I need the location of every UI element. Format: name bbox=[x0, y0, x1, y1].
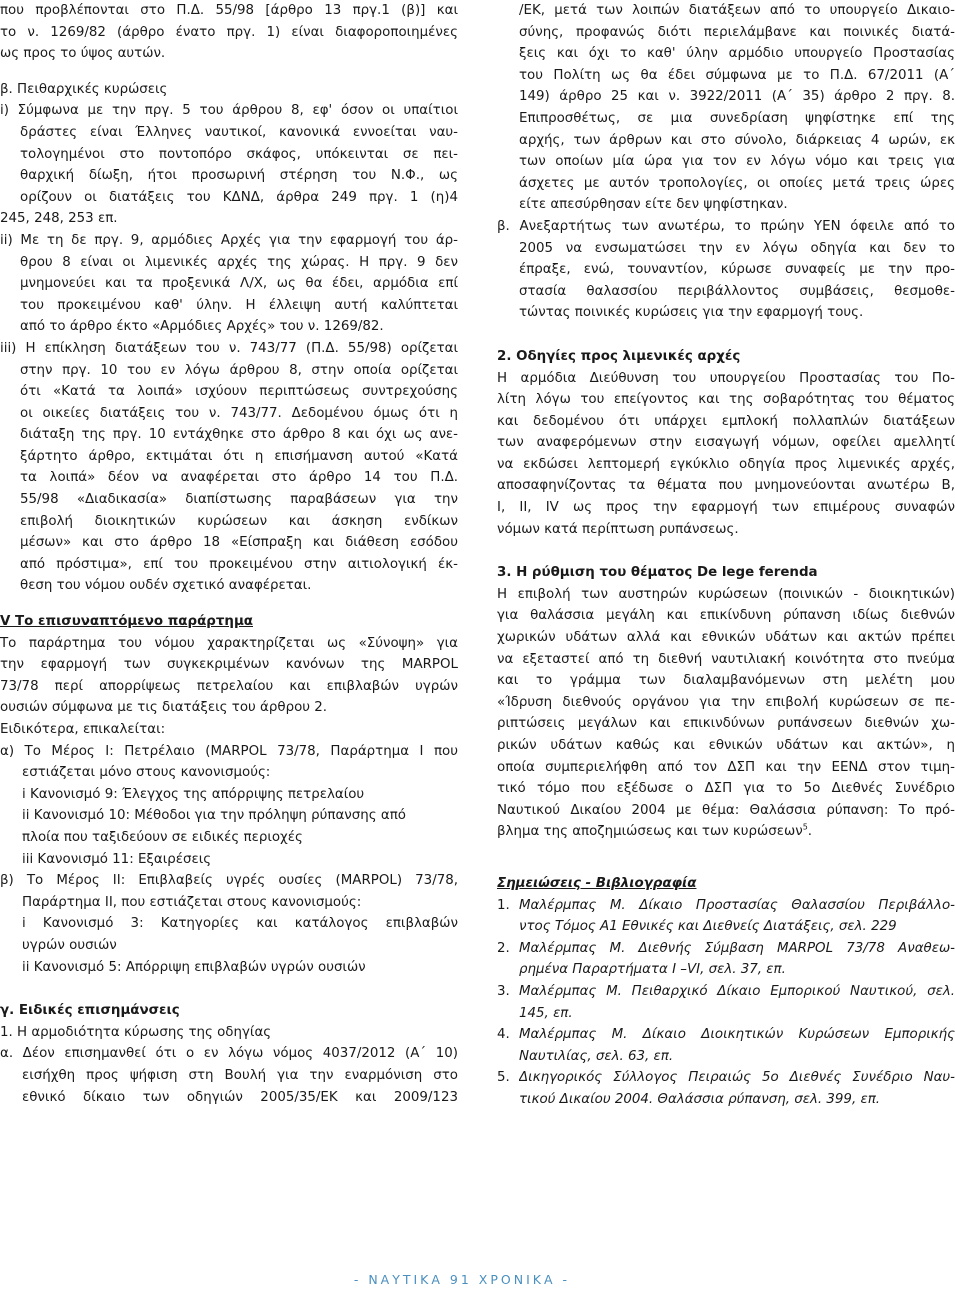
text-line: σύνης, προφανώς διότι περιελάμβανε και ποινικές διατά- bbox=[519, 24, 955, 40]
annex-b-item: i Κανονισμό 3: Κατηγορίες και κατάλογος επιβλαβών bbox=[22, 916, 458, 932]
text-line: 55/98 «Διαδικασία» διαπίστωσης παραβάσεων για την bbox=[20, 492, 458, 508]
notes-title: Σημειώσεις - Βιβλιογραφία bbox=[497, 875, 697, 891]
text-fragment: βλημα της αποζημιώσεως και των κυρώσεων bbox=[497, 824, 803, 840]
text-line: λίτη λόγω του επείγοντος και της σοβαρότητας του θέματος bbox=[497, 392, 955, 408]
text-line: άσχετες με αυτόν τροπολογίες, οι οποίες μετά τρεις ώρες bbox=[519, 175, 955, 191]
text-line: τικό τόμο που εξέδωσε ο ΔΣΠ για το 5ο Διεθνές Συνέδριο bbox=[497, 781, 955, 797]
section-g-subheading: 1. Η αρμοδιότητα κύρωσης της οδηγίας bbox=[0, 1024, 272, 1040]
note-text: τικού Δικαίου 2004. Θαλάσσια ρύπανση, σελ. 399, επ. bbox=[519, 1091, 881, 1107]
text-line: για θαλάσσια μεγάλη και επικίνδυνη ρύπανση ιδίως διεθνών bbox=[497, 608, 955, 624]
text-line: επιβολή διοικητικών κυρώσεων και άσκηση ενδίκων bbox=[20, 513, 458, 529]
text-line: το ν. 1269/82 (άρθρο ένατο πργ. 1) είναι διαφοροποιημένες bbox=[0, 24, 458, 40]
text-line: ξεις και όχι το καθ' ύλην αρμόδιο υπουργείο Προστασίας bbox=[519, 46, 955, 62]
section-2-heading: 2. Οδηγίες προς λιμενικές αρχές bbox=[497, 348, 741, 364]
text-line: i) Σύμφωνα με την πργ. 5 του άρθρου 8, εφ' όσον οι υπαίτιοι bbox=[0, 103, 458, 119]
note-item bbox=[497, 895, 955, 938]
text-line: θαρχική δίωξη, ήτοι προσωρινή στέρηση του Ν.Φ., ως bbox=[20, 168, 458, 184]
text-line: διάταξη της πργ. 10 εντάχθηκε στο άρθρο 8 και όχι ως ανε- bbox=[20, 427, 458, 443]
text-line: ορίζουν οι διατάξεις του ΚΔΝΔ, άρθρα 249 πργ. 1 (η)4 bbox=[20, 189, 458, 205]
text-line: β. Ανεξαρτήτως των ανωτέρω, το πρώην ΥΕΝ όφειλε από το bbox=[497, 218, 955, 234]
note-text: Μαλέρμπας Μ. Δίκαιο Διοικητικών Κυρώσεων Εμπορικής bbox=[519, 1027, 955, 1043]
annex-b-line: β) Το Μέρος ΙΙ: Επιβλαβείς υγρές ουσίες (MARPOL) 73/78, bbox=[0, 873, 458, 889]
text-line: δράστες είναι Έλληνες ναυτικοί, κανονικά εννοείται ναυ- bbox=[20, 124, 458, 140]
text-line: οποία συμπεριελήφθη από τον ΔΣΠ και την ΕΕΝΔ στον τιμη- bbox=[497, 759, 955, 775]
note-number: 2. bbox=[497, 940, 510, 956]
text-line: τολογημένοι στο ποντοπόρο σκάφος, υπόκεινται σε πει- bbox=[20, 146, 458, 162]
left-column bbox=[0, 0, 458, 1108]
text-line: στασία θαλασσίου περιβάλλοντος συμβάσεις, θεσμοθε- bbox=[519, 283, 955, 299]
note-text: Μαλέρμπας Μ. Δίκαιο Προστασίας Θαλασσίου Περιβάλλο- bbox=[519, 897, 955, 913]
text-line: εθνικό δίκαιο των οδηγιών 2005/35/ΕΚ και 2009/123 bbox=[22, 1089, 458, 1105]
text-line: που προβλέπονται στο Π.Δ. 55/98 [άρθρο 13 πργ.1 (β)] και bbox=[0, 3, 458, 18]
text-line: εισήχθη προς ψήφιση στη Βουλή για την εναρμόνιση στο bbox=[22, 1067, 458, 1083]
note-item bbox=[497, 981, 955, 1024]
continuation-paragraph bbox=[497, 0, 955, 216]
text-line: Επιπροσθέτως, σε μια συνεδρίαση ψηφίστηκε επί της bbox=[519, 110, 955, 126]
section-v-body bbox=[0, 633, 458, 979]
text-line: Ναυτικού Δικαίου 2004 με θέμα: Θαλάσσια ρύπανση: Το πρό- bbox=[497, 802, 955, 818]
note-text: Δικηγορικός Σύλλογος Πειραιώς 5ο Διεθνές Συνέδριο Ναυ- bbox=[519, 1070, 955, 1086]
text-line: από πρόστιμα», επί του προκειμένου στην αιτιολογική έκ- bbox=[20, 556, 458, 572]
note-text: 145, επ. bbox=[519, 1005, 573, 1021]
annex-a-item: ii Κανονισμό 10: Μέθοδοι για την πρόληψη ρύπανσης από bbox=[22, 808, 406, 824]
text-line: αρχής, των άρθρων και στο σύνολο, διάρκειας 4 ωρών, εκ bbox=[519, 132, 955, 148]
text-line: νόμων κατά περίπτωση ρυπάνσεως. bbox=[497, 521, 739, 537]
text-line: Ι, ΙΙ, ΙV ως προς την εφαρμογή των επιμέρους συναφών bbox=[497, 500, 955, 516]
note-text: ρημένα Παραρτήματα Ι –VI, σελ. 37, επ. bbox=[519, 962, 786, 978]
text-line: ριπτώσεις μεγάλων και επικινδύνων ρυπάνσεων διεθνών χω- bbox=[497, 716, 955, 732]
section-3-body bbox=[497, 584, 955, 843]
text-line: Η επιβολή των αυστηρών κυρώσεων (ποινικών - διοικητικών) bbox=[497, 586, 955, 602]
annex-a-line: εστιάζεται μόνο στους κανονισμούς: bbox=[22, 765, 271, 781]
note-number: 4. bbox=[497, 1027, 510, 1043]
text-line: να εξεταστεί από τη διεθνή ναυτιλιακή κοινότητα στο πνεύμα bbox=[497, 651, 955, 667]
text-line: μνημονεύει και τα προξενικά Λ/Χ, ως θα έδει, αρμόδια επί bbox=[20, 276, 458, 292]
text-line: οι οικείες διατάξεις του ν. 743/77. Δεδομένου όμως ότι η bbox=[20, 405, 458, 421]
note-item bbox=[497, 938, 955, 981]
text-line: θρου 8 είναι οι λιμενικές αρχές της χώρας. Η πργ. 9 δεν bbox=[20, 254, 458, 270]
footnote-ref[interactable]: 5 bbox=[802, 822, 808, 832]
note-item bbox=[497, 1067, 955, 1110]
text-line: τώντας ποινικές κυρώσεις για την εφαρμογή τους. bbox=[519, 305, 864, 321]
annex-b-line: Παράρτημα ΙΙ, που εστιάζεται στους κανονισμούς: bbox=[22, 894, 362, 910]
right-column bbox=[497, 0, 955, 1111]
text-line: του προκειμένου καθ' ύλην. Η έλλειψη αυτή καλύπτεται bbox=[20, 297, 458, 313]
annex-b-item: ii Κανονισμό 5: Απόρριψη επιβλαβών υγρών ουσιών bbox=[22, 959, 366, 975]
section-b-heading: β. Πειθαρχικές κυρώσεις bbox=[0, 81, 168, 97]
note-number: 1. bbox=[497, 897, 510, 913]
section-v-heading: V Το επισυναπτόμενο παράρτημα bbox=[0, 614, 253, 630]
section-b-body bbox=[0, 100, 458, 597]
annex-a-line: α) Το Μέρος Ι: Πετρέλαιο (MARPOL 73/78, Παράρτημα Ι που bbox=[0, 743, 458, 759]
note-number: 3. bbox=[497, 983, 510, 999]
text-line: α. Δέον επισημανθεί ότι ο εν λόγω νόμος 4037/2012 (Α΄ 10) bbox=[0, 1046, 458, 1062]
text-line-with-footnote bbox=[497, 821, 955, 843]
text-line: από το άρθρο έκτο «Αρμόδιες Αρχές» του ν. 1269/82. bbox=[20, 319, 384, 335]
text-line: ουσιών σύμφωνα με τις διατάξεις του άρθρου 2. bbox=[0, 700, 328, 716]
note-text: Μαλέρμπας Μ. Πειθαρχικό Δίκαιο Εμπορικού Ναυτικού, σελ. bbox=[519, 983, 955, 999]
text-line: έπραξε, ενώ, τουναντίον, κύρωσε συναφείς με την προ- bbox=[519, 262, 955, 278]
text-line: 2005 να ενσωματώσει την εν λόγω οδηγία και δεν το bbox=[519, 240, 955, 256]
text-line: αποσαφηνίζοντας τα θέματα που μνημονεύονται ανωτέρω Β, bbox=[497, 478, 955, 494]
text-line: 73/78 περί απορρίψεως πετρελαίου και επιβλαβών υγρών bbox=[0, 678, 458, 694]
note-number: 5. bbox=[497, 1070, 510, 1086]
text-line: ως προς το ύψος αυτών. bbox=[0, 46, 166, 62]
text-line: ότι «Κατά τα λοιπά» ισχύουν περιπτώσεως συντρεχούσης bbox=[20, 384, 458, 400]
text-line: /ΕΚ, μετά των λοιπών διατάξεων από το υπουργείο Δικαιο- bbox=[519, 3, 955, 18]
note-text: Ναυτιλίας, σελ. 63, επ. bbox=[519, 1048, 674, 1064]
text-line: ii) Με τη δε πργ. 9, αρμόδιες Αρχές για την εφαρμογή του άρ- bbox=[0, 232, 458, 248]
text-line: των οποίων μία ώρα για τον εν λόγω νόμο και τρεις για bbox=[519, 154, 955, 170]
annex-a-item: iii Κανονισμό 11: Εξαιρέσεις bbox=[22, 851, 212, 867]
section-2-body bbox=[497, 368, 955, 541]
text-line: 245, 248, 253 επ. bbox=[0, 211, 118, 227]
beta-paragraph bbox=[497, 216, 955, 324]
note-text: Μαλέρμπας Μ. Διεθνής Σύμβαση MARPOL 73/78 Αναθεω- bbox=[519, 940, 955, 956]
text-line: μέσων» και στο άρθρο 18 «Είσπραξη και διάθεση εσόδου bbox=[20, 535, 458, 551]
section-g-heading: γ. Ειδικές επισημάνσεις bbox=[0, 1003, 180, 1019]
notes-list bbox=[497, 895, 955, 1111]
text-line: στην πργ. 10 του εν λόγω άρθρου 8, στην οποία ορίζεται bbox=[20, 362, 458, 378]
text-line: των αναφερόμενων στην εισαγωγή νόμων, οφείλει αμελλητί bbox=[497, 435, 955, 451]
text-line: Το παράρτημα του νόμου χαρακτηρίζεται ως «Σύνοψη» για bbox=[0, 635, 458, 651]
text-line: είτε απεσύρθησαν είτε δεν ψηφίστηκαν. bbox=[519, 197, 788, 213]
text-line: και το γράμμα των διαλαμβανόμενων στη μελέτη μου bbox=[497, 673, 955, 689]
note-text: ντος Τόμος Α1 Εθνικές και Διεθνείς Διατάξεις, σελ. 229 bbox=[519, 919, 897, 935]
section-g-body bbox=[0, 1043, 458, 1108]
page-footer: - ΝΑΥΤΙΚΑ 91 ΧΡΟΝΙΚΑ - bbox=[353, 1272, 570, 1287]
text-line: «Ίδρυση διεθνούς οργάνου για την επιβολή κυρώσεων σε πε- bbox=[497, 694, 955, 710]
intro-paragraph bbox=[0, 0, 458, 65]
annex-a-item: πλοία που ταξιδεύουν σε ειδικές περιοχές bbox=[22, 829, 303, 845]
text-fragment: . bbox=[807, 824, 813, 840]
text-line: ξάρτητο άρθρο, εκτιμάται ότι η επισήμανση αυτού «Κατά bbox=[20, 448, 458, 464]
text-line: ρικών υδάτων καθώς και εθνικών υδάτων και ακτών», η bbox=[497, 738, 955, 753]
text-line: του Πολίτη ως θα έδει σύμφωνα με το Π.Δ. 67/2011 (Α΄ bbox=[519, 67, 955, 83]
text-line: τα λοιπά» δέον να αναφέρεται στο άρθρο 14 του Π.Δ. bbox=[20, 470, 458, 486]
note-item bbox=[497, 1024, 955, 1067]
text-line: και δεδομένου ότι υπάρχει εμπλοκή πολλαπλών διατάξεων bbox=[497, 413, 955, 429]
text-line: θεση του νόμου ουδέν σχετικό αναφέρεται. bbox=[20, 578, 312, 594]
text-line: χωρικών υδάτων αλλά και εθνικών υδάτων και ακτών πρέπει bbox=[497, 630, 955, 646]
annex-b-item: υγρών ουσιών bbox=[22, 937, 117, 953]
text-line: 149) άρθρο 25 και ν. 3922/2011 (Α΄ 35) άρθρο 2 πργ. 8. bbox=[519, 89, 955, 105]
text-line: να εκδώσει λεπτομερή εγκύκλιο οδηγία προς λιμενικές αρχές, bbox=[497, 456, 955, 472]
annex-a-item: i Κανονισμό 9: Έλεγχος της απόρριψης πετρελαίου bbox=[22, 786, 365, 802]
section-3-heading: 3. Η ρύθμιση του θέματος De lege ferenda bbox=[497, 565, 818, 581]
text-line: Ειδικότερα, επικαλείται: bbox=[0, 722, 166, 737]
text-line: iii) Η επίκληση διατάξεων του ν. 743/77 (Π.Δ. 55/98) ορίζεται bbox=[0, 340, 458, 356]
text-line: την εφαρμογή των συγκεκριμένων κανόνων της MARPOL bbox=[0, 657, 458, 673]
text-line: Η αρμόδια Διεύθυνση του υπουργείου Προστασίας του Πο- bbox=[497, 370, 955, 386]
